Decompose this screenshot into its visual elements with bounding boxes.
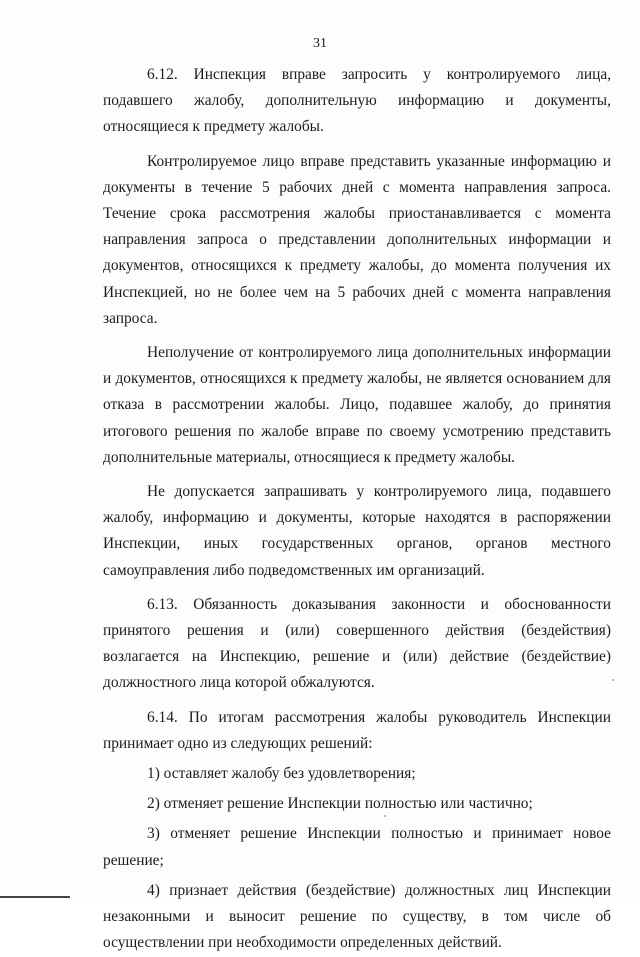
paragraph-non-receipt: Неполучение от контролируемого лица дополнительных информации и документов, относящихся к предмету жалобы, не является основанием для отказа в рассмотрении жалобы. Лицо, подавшее жалобу, до принятия итогового решения по жалобе вправе по своему усмотрению представить дополнительные материалы, относящиеся к предмету жалобы. <box>103 344 611 466</box>
decision-item-1: 1) оставляет жалобу без удовлетворения; <box>147 765 416 783</box>
paragraph-prohibition: Не допускается запрашивать у контролируемого лица, подавшего жалобу, информацию и документы, которые находятся в распоряжении Инспекции, иных государственных органов, органов местного самоуправления либо подведомственных им организаций. <box>103 483 611 579</box>
paragraph-additional-info-deadline: Контролируемое лицо вправе представить указанные информацию и документы в течение 5 рабочих дней с момента направления запроса. Течение срока рассмотрения жалобы приостанавливается с момента направления запроса о представлении дополнительных информации и документов, относящихся к предмету жалобы, до момента получения их Инспекцией, но не более чем на 5 рабочих дней с момента направления запроса. <box>103 152 611 327</box>
page-edge-mark <box>0 896 70 898</box>
paragraph-6-12: 6.12. Инспекция вправе запросить у контролируемого лица, подавшего жалобу, дополнительную информацию и документы, относящиеся к предмету жалобы. <box>103 66 611 136</box>
page-number: 31 <box>313 36 327 51</box>
decision-item-2: 2) отменяет решение Инспекции полностью или частично; <box>147 795 533 813</box>
scan-speck <box>384 815 386 817</box>
paragraph-6-13: 6.13. Обязанность доказывания законности и обоснованности принятого решения и (или) совершенного действия (бездействия) возлагается на Инспекцию, решение и (или) действие (бездействие) должностного лица которой обжалуются. <box>103 595 611 692</box>
decision-item-4: 4) признает действия (бездействие) должностных лиц Инспекции незаконными и выносит решение по существу, в том числе об осуществлении при необходимости определенных действий. <box>103 881 611 952</box>
document-body <box>103 62 611 957</box>
scan-speck <box>612 679 614 681</box>
paragraph-6-14: 6.14. По итогам рассмотрения жалобы руководитель Инспекции принимает одно из следующих решений: <box>103 708 611 752</box>
decision-item-3: 3) отменяет решение Инспекции полностью и принимает новое решение; <box>103 825 611 869</box>
